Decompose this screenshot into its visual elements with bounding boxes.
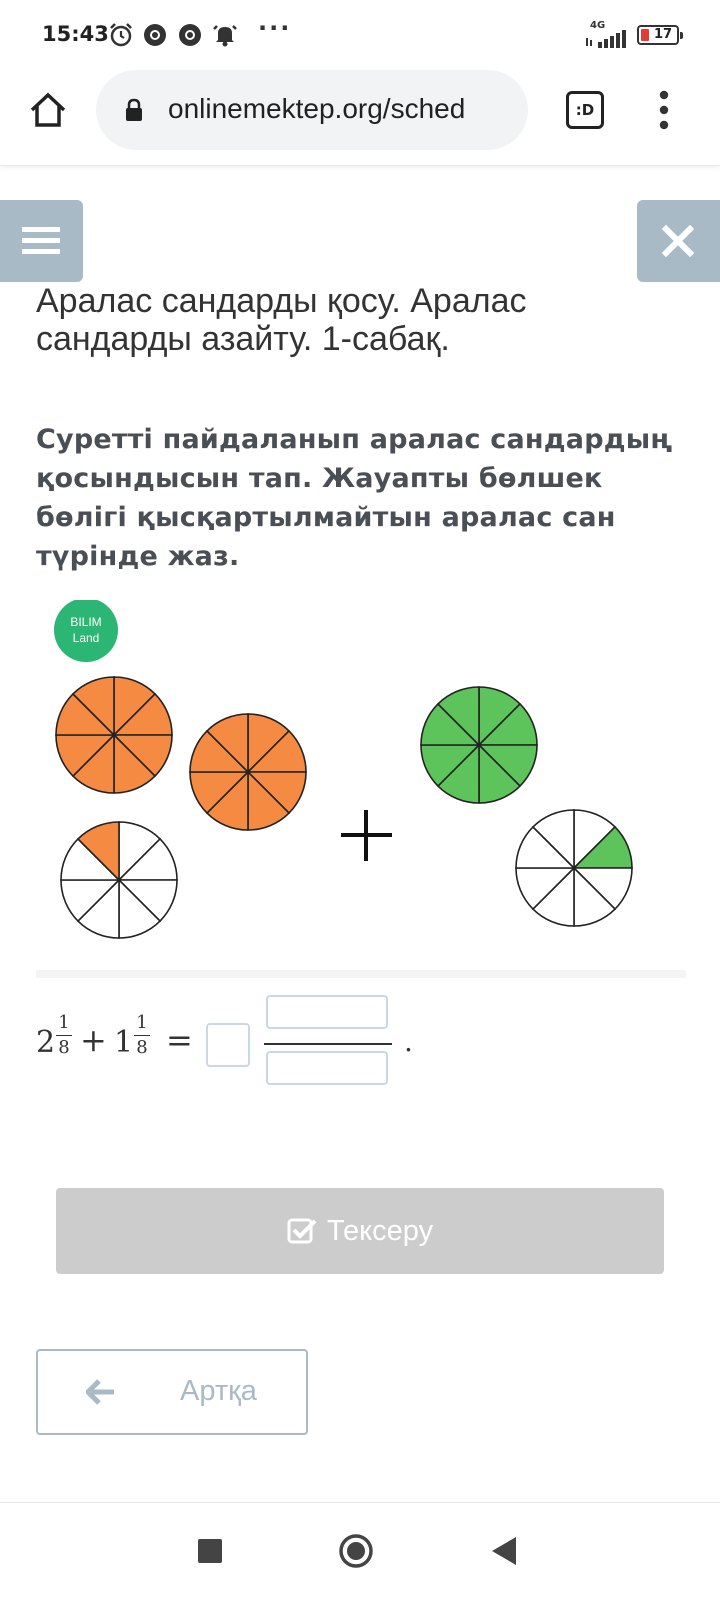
lock-icon [124, 98, 144, 122]
question-text: Суретті пайдаланып аралас сандардың қосындысын тап. Жауапты бөлшек бөлігі қысқартылмайтын аралас сан түрінде жаз. [36, 424, 673, 572]
equation [36, 995, 686, 1095]
full-circle-orange [190, 714, 306, 830]
arrow-left-icon [86, 1379, 116, 1405]
bilimland-logo [54, 600, 118, 662]
denominator-1: 8 [58, 1037, 70, 1058]
battery-indicator [637, 25, 679, 45]
fraction-figure [36, 600, 686, 976]
back-button[interactable] [36, 1349, 308, 1435]
svg-text:Land: Land [72, 631, 100, 645]
numerator-1: 1 [58, 1012, 70, 1033]
chrome-icon [177, 22, 203, 48]
status-bar [0, 0, 720, 70]
back-triangle-icon[interactable] [490, 1535, 518, 1567]
page-title: Аралас сандарды қосу. Аралас сандарды азайту. 1-сабақ. [36, 282, 527, 358]
fraction-bar [264, 1043, 392, 1045]
partial-circle-green [516, 810, 632, 926]
full-circle-orange [56, 677, 172, 793]
close-button[interactable] [637, 200, 720, 282]
notification-bell-icon [212, 22, 238, 48]
status-time: 15:43 [42, 22, 109, 46]
whole-number-2: 1 [114, 1025, 134, 1060]
close-icon [662, 225, 694, 257]
full-circle-green [421, 687, 537, 803]
checkbox-check-icon [287, 1216, 317, 1246]
divider [36, 970, 686, 978]
home-icon[interactable] [28, 90, 68, 130]
menu-button[interactable] [0, 200, 83, 282]
plus-operator: + [80, 1021, 107, 1059]
fraction-1 [56, 1013, 72, 1058]
back-button-label: Артқа [180, 1375, 257, 1407]
answer-denominator-input[interactable] [266, 1051, 388, 1085]
signal-icon [586, 30, 630, 48]
check-button[interactable] [56, 1188, 664, 1274]
battery-level: 17 [653, 27, 673, 42]
tab-switcher-button[interactable]: :D [566, 91, 604, 129]
answer-numerator-input[interactable] [266, 995, 388, 1029]
equals-sign: = [166, 1021, 193, 1059]
url-text: onlinemektep.org/sched [168, 93, 466, 124]
more-notifications-icon: ··· [258, 14, 292, 42]
system-nav-bar [0, 1502, 720, 1600]
more-vert-icon[interactable] [648, 88, 680, 132]
chrome-icon [142, 22, 168, 48]
answer-whole-input[interactable] [206, 1023, 250, 1067]
svg-text:BILIM: BILIM [70, 615, 102, 629]
whole-number-1: 2 [36, 1025, 56, 1060]
partial-circle-orange [61, 822, 177, 938]
denominator-2: 8 [136, 1037, 148, 1058]
plus-sign [341, 810, 392, 861]
browser-toolbar [0, 70, 720, 166]
fraction-2 [134, 1013, 150, 1058]
address-bar[interactable] [96, 70, 528, 150]
hamburger-icon [22, 222, 60, 260]
home-circle-icon[interactable] [338, 1533, 374, 1569]
alarm-icon [108, 22, 134, 48]
network-type: 4G [590, 20, 606, 31]
period: . [404, 1025, 413, 1058]
numerator-2: 1 [136, 1012, 148, 1033]
fraction-circles [56, 677, 632, 938]
recents-square-icon[interactable] [198, 1539, 222, 1563]
check-button-label: Тексеру [326, 1214, 434, 1247]
